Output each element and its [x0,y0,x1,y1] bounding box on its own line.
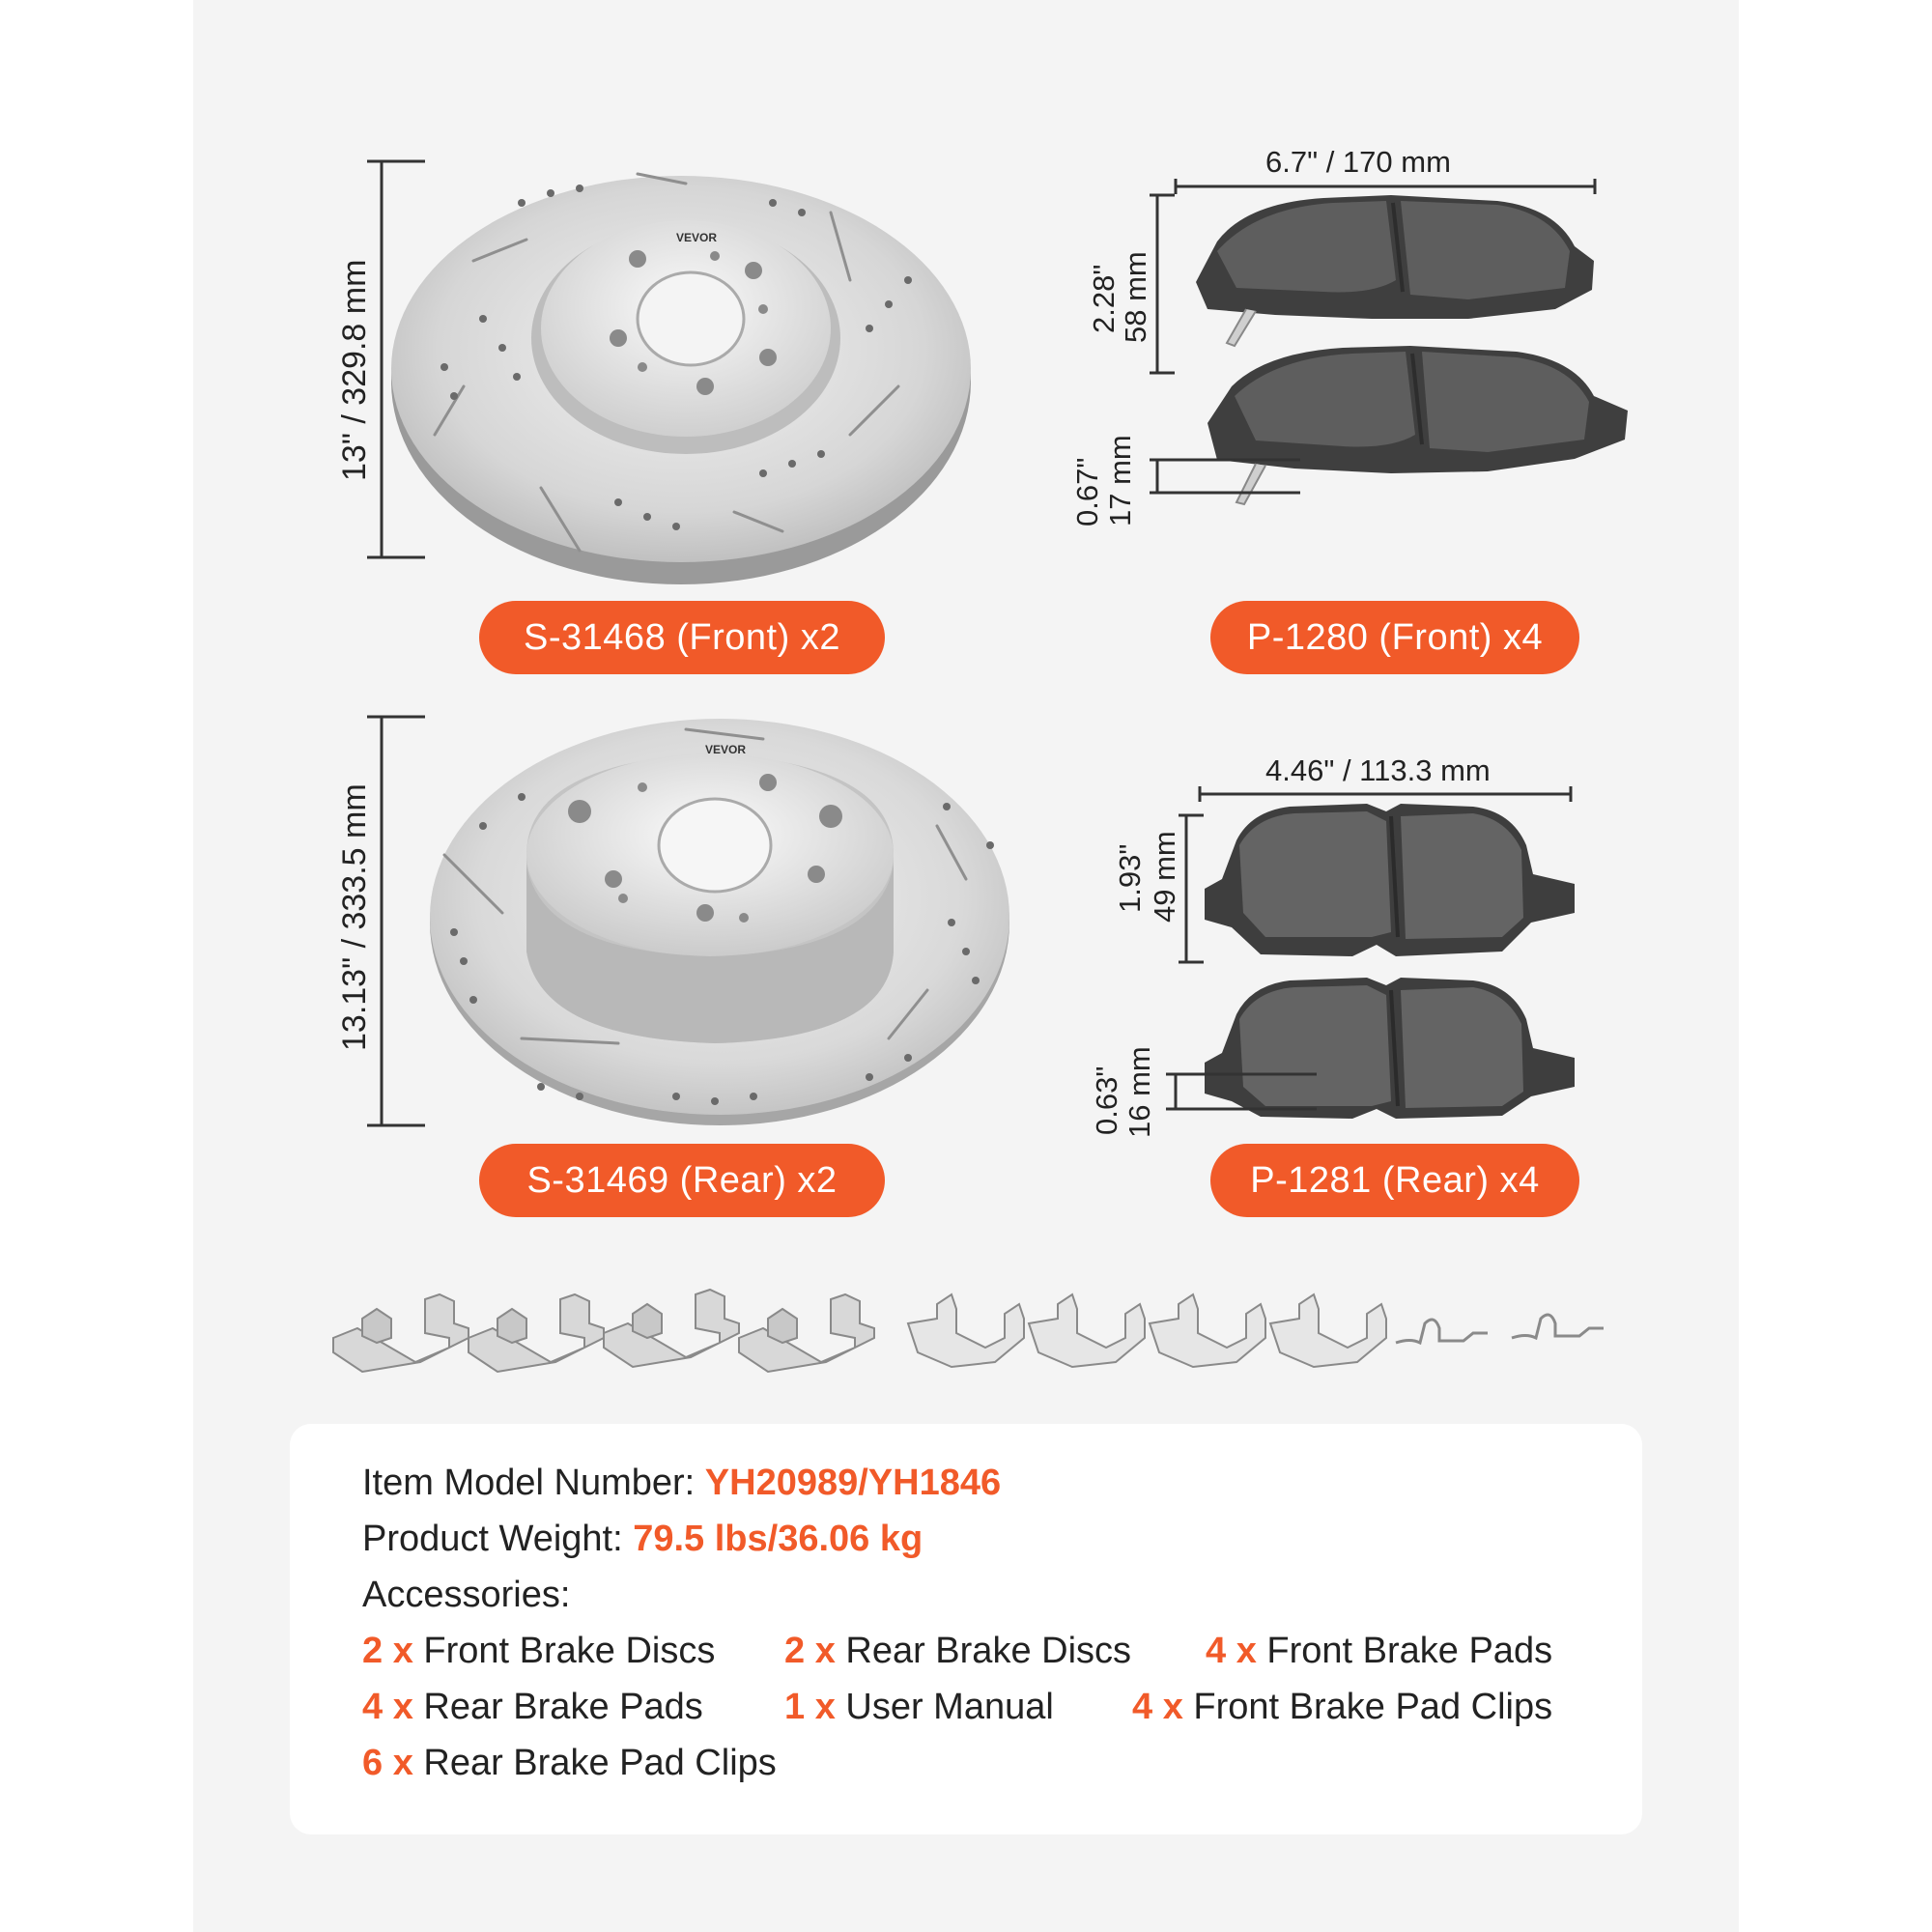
weight-label: Product Weight: [362,1519,634,1559]
model-number-label: Item Model Number: [362,1463,705,1503]
rear-pad-top [1205,804,1575,956]
clips-row-illustration [319,1275,1623,1381]
accessories-heading: Accessories: [362,1575,571,1615]
clip-icon [739,1294,874,1372]
clip-icon [1150,1294,1265,1367]
front-pads-height-in: 2.28" [1087,264,1121,333]
clip-icon [1270,1294,1386,1367]
rear-pads-label: P-1281 (Rear) x4 [1210,1144,1579,1217]
clip-icon [908,1294,1024,1367]
accessory-item: 6 x Rear Brake Pad Clips [362,1743,777,1783]
clip-icon [1512,1315,1604,1338]
front-rotor-dimension: 13" / 329.8 mm [336,259,373,481]
rear-pads-height-in: 1.93" [1113,843,1147,913]
clip-icon [469,1294,604,1372]
clip-icon [333,1294,469,1372]
accessory-item: 2 x Rear Brake Discs [784,1631,1132,1671]
clip-icon [604,1290,739,1367]
accessory-item: 4 x Front Brake Pads [1206,1631,1553,1671]
rear-rotor-label: S-31469 (Rear) x2 [479,1144,885,1217]
front-pads-thickness-mm: 17 mm [1103,435,1137,526]
rear-rotor-illustration [425,710,1024,1135]
front-rotor-brand-mark: VEVOR [676,231,718,244]
accessory-item: 4 x Front Brake Pad Clips [1132,1687,1553,1727]
accessory-item: 2 x Front Brake Discs [362,1631,716,1671]
rear-pads-thickness-mm: 16 mm [1122,1046,1156,1138]
rear-pads-thickness-in: 0.63" [1090,1065,1123,1135]
model-number-row [362,1463,1001,1504]
model-number-value: YH20989/YH1846 [704,1463,1002,1503]
front-pads-width: 6.7" / 170 mm [1265,145,1451,179]
weight-row [362,1519,923,1560]
front-rotor-label: S-31468 (Front) x2 [479,601,885,674]
rear-rotor-brand-mark: VEVOR [705,743,747,756]
rear-pads-illustration [1193,792,1599,1121]
clip-icon [1029,1294,1145,1367]
rear-pads-height-mm: 49 mm [1148,831,1181,923]
front-pads-label: P-1280 (Front) x4 [1210,601,1579,674]
front-pads-thickness-line [1148,458,1302,497]
accessory-item: 4 x Rear Brake Pads [362,1687,703,1727]
spec-card [290,1424,1642,1834]
front-pads-width-line [1174,177,1599,196]
accessory-item: 1 x User Manual [784,1687,1054,1727]
rear-pads-thickness-line [1164,1072,1319,1113]
front-pads-height-mm: 58 mm [1119,251,1152,343]
weight-value: 79.5 lbs/36.06 kg [633,1519,923,1559]
rear-pads-width: 4.46" / 113.3 mm [1265,753,1491,787]
clip-icon [1396,1320,1488,1343]
front-pads-thickness-in: 0.67" [1070,457,1104,526]
front-pad-top [1196,195,1594,346]
rear-rotor-dimension: 13.13" / 333.5 mm [336,783,373,1051]
